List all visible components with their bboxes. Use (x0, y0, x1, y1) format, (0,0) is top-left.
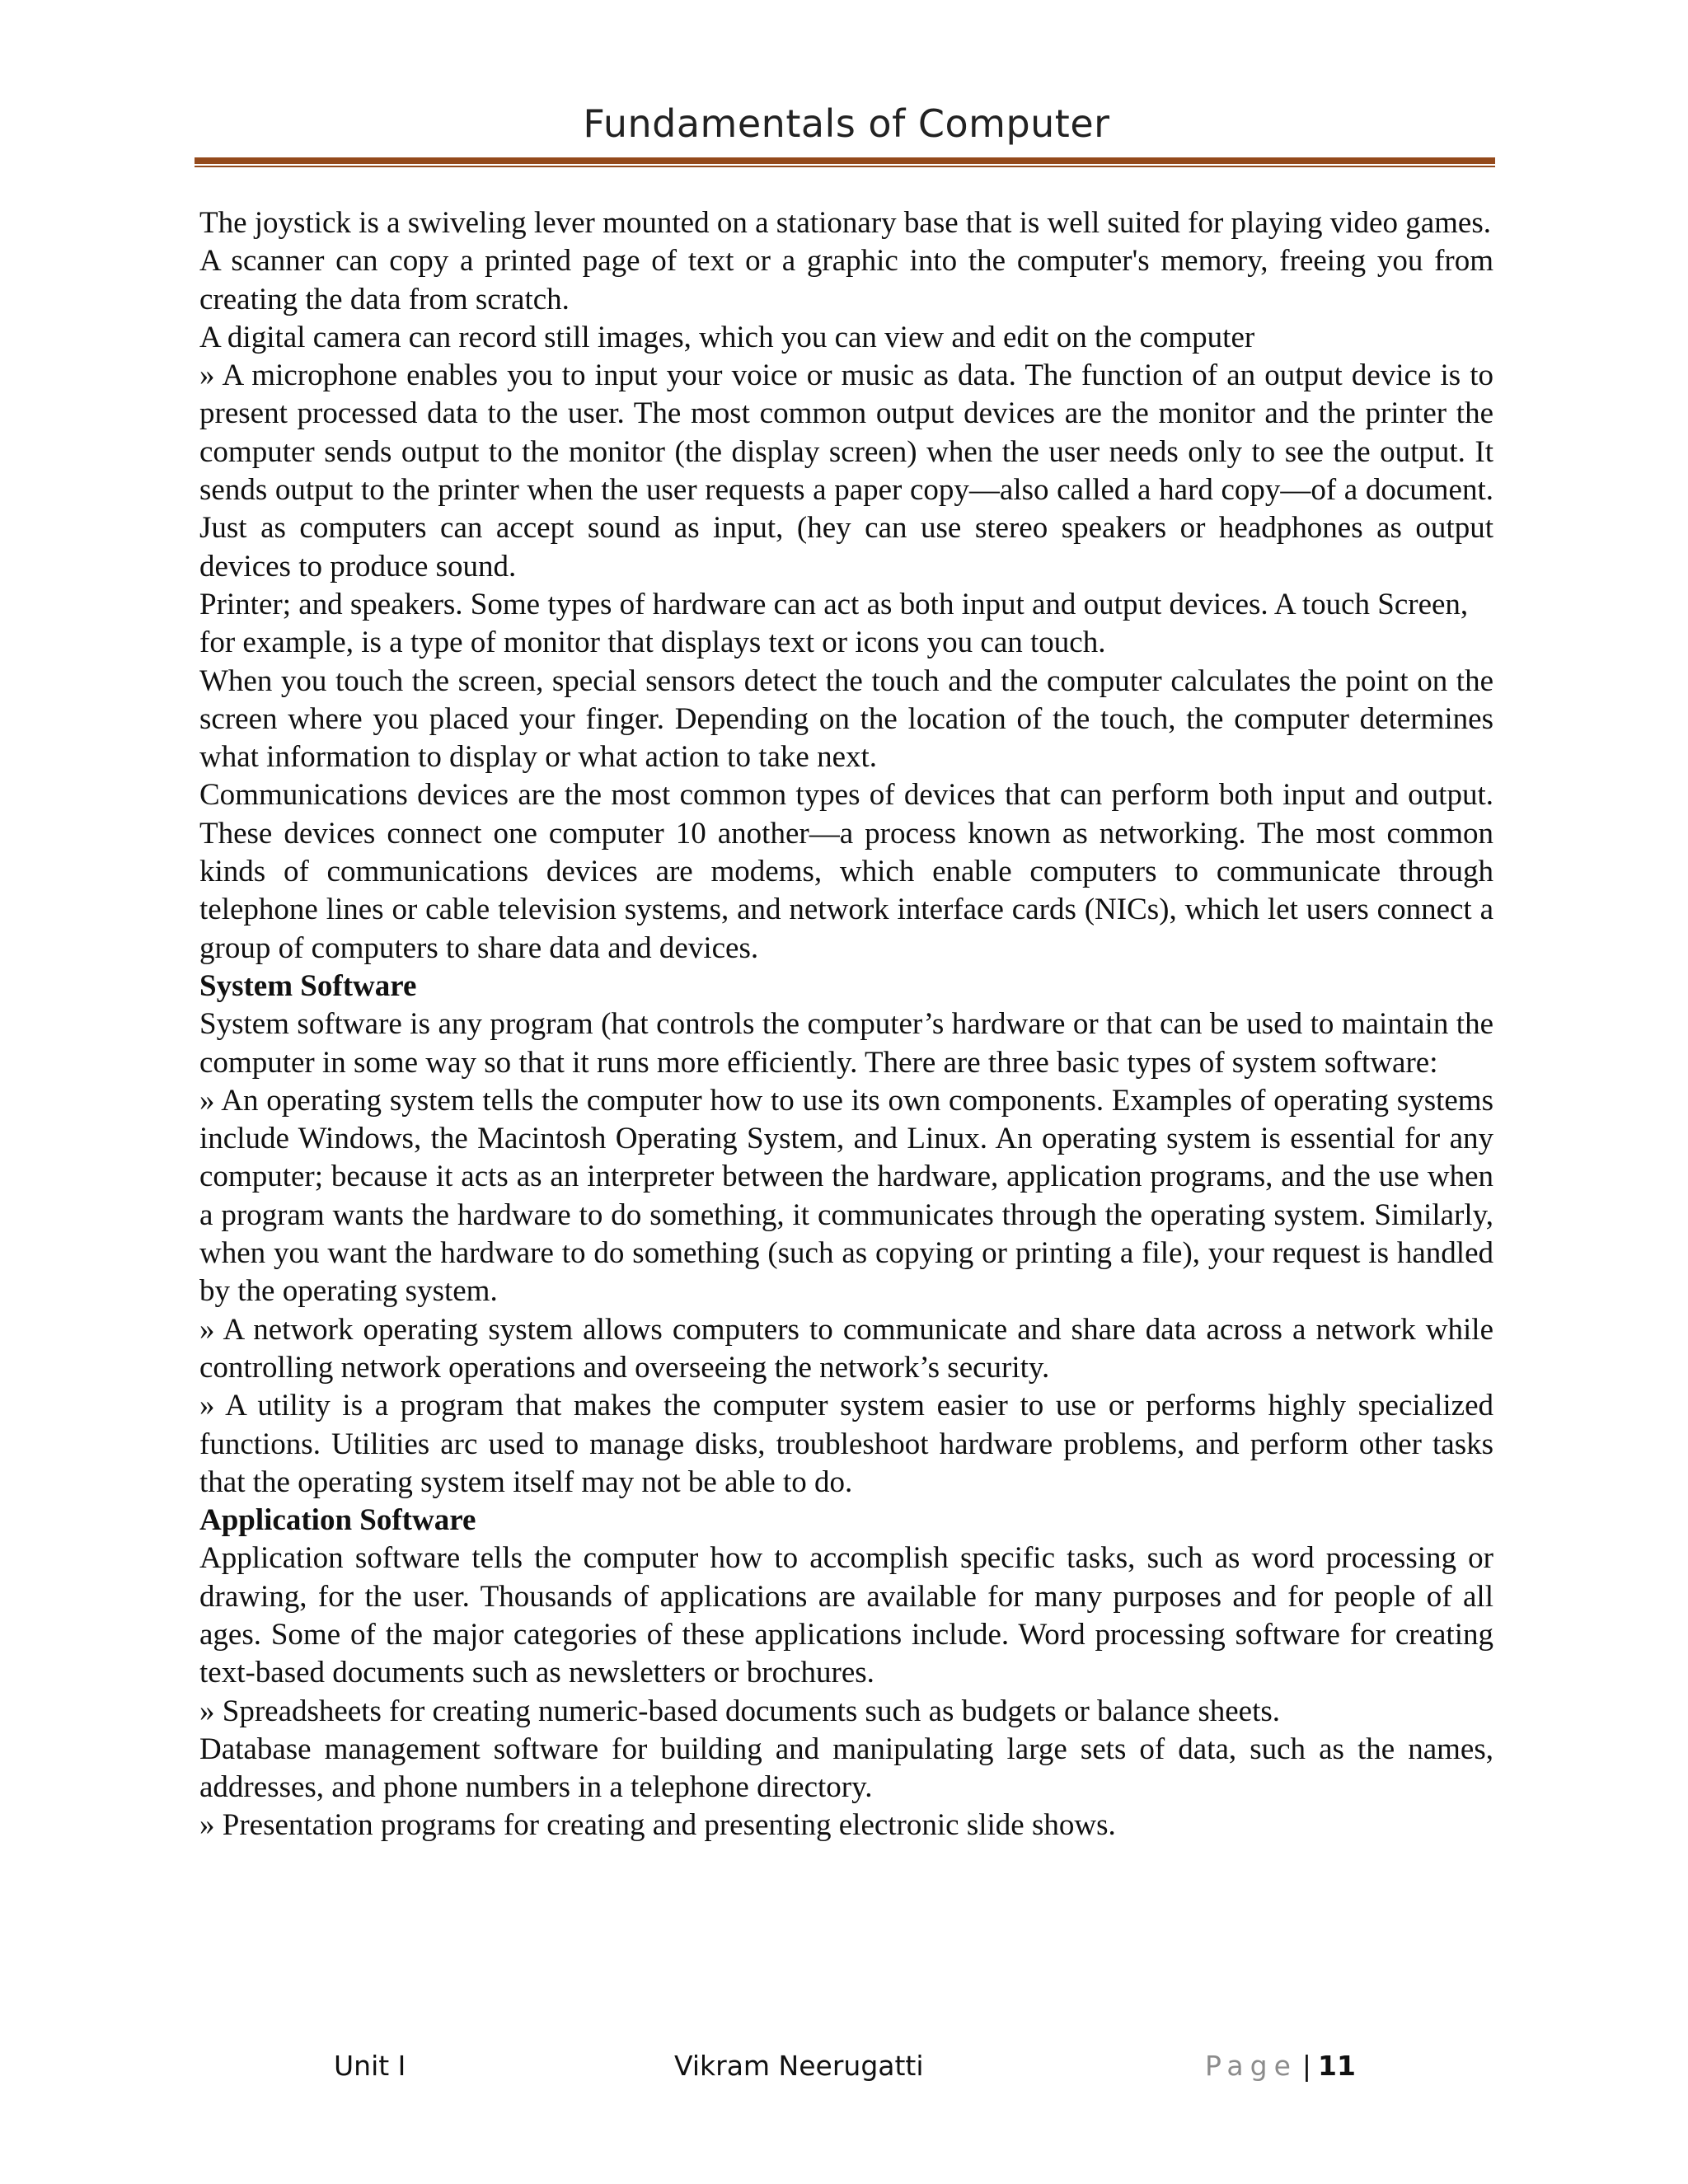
paragraph-spreadsheets: » Spreadsheets for creating numeric-based documents such as budgets or balance sheets. (199, 1694, 1281, 1728)
paragraph-database: Database management software for building and manipulating large sets of data, such as the names, addresses, and phone numbers in a telephone directory. (199, 1732, 1493, 1805)
page-header-title: Fundamentals of Computer (583, 101, 1110, 146)
footer-unit: Unit I (334, 2050, 406, 2082)
footer-page-number: 11 (1318, 2050, 1356, 2082)
paragraph-joystick: The joystick is a swiveling lever mounted on a stationary base that is well suited for playing video games. (199, 206, 1492, 240)
paragraph-digital-camera: A digital camera can record still images, which you can view and edit on the computer (199, 320, 1255, 354)
paragraph-utility: » A utility is a program that makes the computer system easier to use or performs highly specialized functions. Utilities arc used to manage disks, troubleshoot hardware problems, and perform other tasks that the operating system itself may not be able to do. (199, 1389, 1493, 1499)
footer-separator: | (1301, 2050, 1312, 2082)
paragraph-network-os: » A network operating system allows computers to communicate and share data across a network while controlling network operations and overseeing the network’s security. (199, 1312, 1493, 1385)
paragraph-system-software: System software is any program (hat controls the computer’s hardware or that can be used to maintain the computer in some way so that it runs more efficiently. There are three basic types of system software: (199, 1007, 1493, 1080)
paragraph-application-software: Application software tells the computer how to accomplish specific tasks, such as word processing or drawing, for the user. Thousands of applications are available for many purposes and for people of all ages. Some of the major categories of these applications include. Word processing software for creating text-based documents such as newsletters or brochures. (199, 1541, 1493, 1690)
document-body (199, 204, 1493, 1845)
footer-page-label (1205, 2046, 1356, 2087)
header-rule-thin (195, 166, 1495, 167)
header-rule-thick (195, 157, 1495, 164)
paragraph-scanner: A scanner can copy a printed page of text or a graphic into the computer's memory, freeing you from creating the data from scratch. (199, 244, 1493, 316)
heading-application-software: Application Software (199, 1503, 476, 1538)
footer-author: Vikram Neerugatti (674, 2050, 924, 2082)
paragraph-microphone-output: » A microphone enables you to input your voice or music as data. The function of an output device is to present processed data to the user. The most common output devices are the monitor and the printer the computer sends output to the monitor (the display screen) when the user needs only to see the output. It sends output to the printer when the user requests a paper copy—also called a hard copy—of a document. Just as computers can accept sound as input, (hey can use stereo speakers or headphones as output devices to produce sound. (199, 359, 1493, 583)
paragraph-communications: Communications devices are the most common types of devices that can perform both input and output. These devices connect one computer 10 another—a process known as networking. The most common kinds of communications devices are modems, which enable computers to communicate through telephone lines or cable television systems, and network interface cards (NICs), which let users connect a group of computers to share data and devices. (199, 778, 1493, 965)
footer-page-word: Page (1205, 2050, 1297, 2082)
heading-system-software: System Software (199, 968, 417, 1003)
paragraph-printer-touchscreen: Printer; and speakers. Some types of hardware can act as both input and output devices. A touch Screen, for example, is a type of monitor that displays text or icons you can touch. (199, 587, 1469, 660)
paragraph-presentation: » Presentation programs for creating and presenting electronic slide shows. (199, 1808, 1116, 1843)
paragraph-touch-screen: When you touch the screen, special sensors detect the touch and the computer calculates the point on the screen where you placed your finger. Depending on the location of the touch, the computer determines what information to display or what action to take next. (199, 663, 1493, 775)
paragraph-operating-system: » An operating system tells the computer how to use its own components. Examples of operating systems include Windows, the Macintosh Operating System, and Linux. An operating system is essential for any computer; because it acts as an interpreter between the hardware, application programs, and the use when a program wants the hardware to do something, it communicates through the operating system. Similarly, when you want the hardware to do something (such as copying or printing a file), your request is handled by the operating system. (199, 1083, 1493, 1309)
page-footer (0, 2046, 1688, 2087)
